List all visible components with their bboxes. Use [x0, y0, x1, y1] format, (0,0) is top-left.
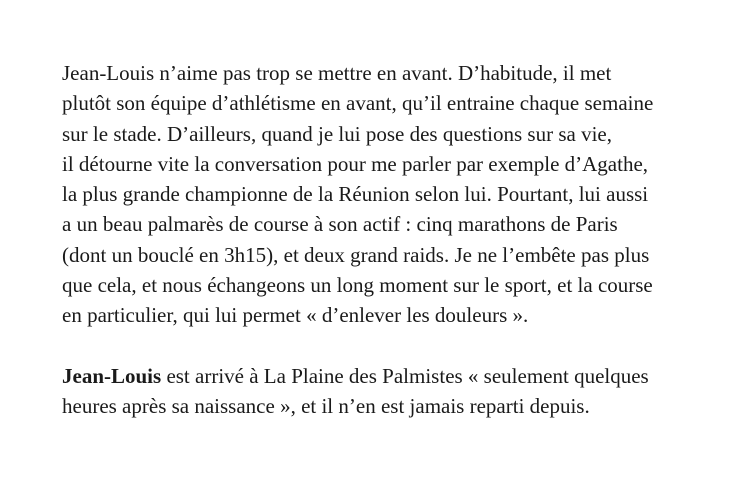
paragraph-2-line-1-text: est arrivé à La Plaine des Palmistes « seulement quelques — [161, 363, 649, 388]
paragraph-1-line: sur le stade. D’ailleurs, quand je lui pose des questions sur sa vie, — [62, 121, 612, 146]
paragraph-1-line: (dont un bouclé en 3h15), et deux grand raids. Je ne l’embête pas plus — [62, 242, 650, 267]
paragraph-2-line: heures après sa naissance », et il n’en est jamais reparti depuis. — [62, 393, 590, 418]
paragraph-1-line: il détourne vite la conversation pour me parler par exemple d’Agathe, — [62, 151, 649, 176]
paragraph-1-line: que cela, et nous échangeons un long moment sur le sport, et la course — [62, 273, 653, 298]
paragraph-1 — [62, 58, 742, 331]
article-body — [62, 58, 742, 421]
paragraph-2-line — [62, 361, 742, 391]
paragraph-2 — [62, 361, 742, 422]
paragraph-1-line: en particulier, qui lui permet « d’enlever les douleurs ». — [62, 303, 529, 328]
person-name: Jean-Louis — [62, 363, 162, 388]
paragraph-1-line: la plus grande championne de la Réunion selon lui. Pourtant, lui aussi — [62, 182, 649, 207]
paragraph-1-line: a un beau palmarès de course à son actif : cinq marathons de Paris — [62, 212, 618, 237]
paragraph-1-line: plutôt son équipe d’athlétisme en avant, qu’il entraine chaque semaine — [62, 91, 654, 116]
paragraph-1-line: Jean-Louis n’aime pas trop se mettre en avant. D’habitude, il met — [62, 61, 612, 85]
